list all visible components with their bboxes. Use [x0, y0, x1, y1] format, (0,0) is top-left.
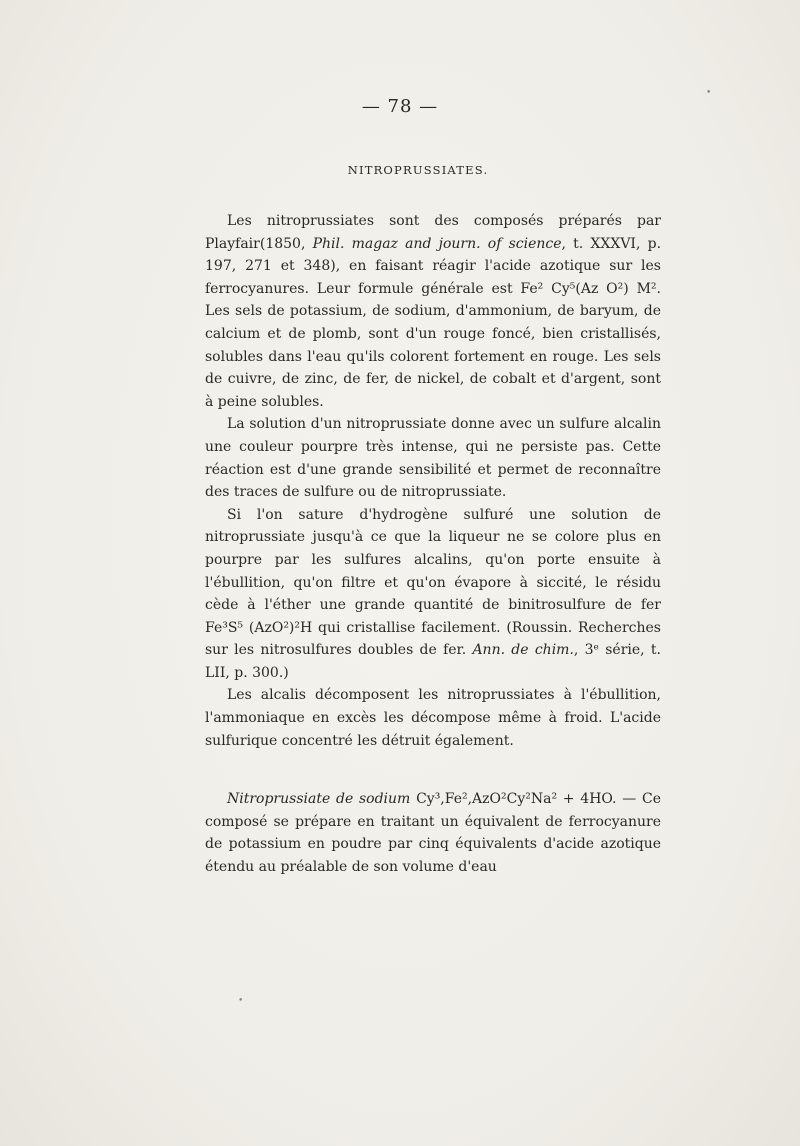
journal-reference: Ann. de chim.: [472, 642, 574, 659]
paragraph-text: , 3ᵉ série, t. LII, p. 300.): [205, 642, 661, 681]
paragraph-text: Les alcalis décomposent les nitroprussiates à l'ébullition, l'ammoniaque en excès les décompose même à froid. L'acide sulfurique concentré les détruit également.: [205, 687, 661, 749]
compound-heading: Nitroprussiate de sodium: [227, 791, 411, 808]
paper-speck: •: [238, 996, 244, 1006]
paragraph-text: Les nitroprussiates sont des composés préparés par Playfair(1850,: [205, 213, 661, 252]
paragraph-text: , t. XXXVI, p. 197, 271 et 348), en faisant réagir l'acide azotique sur les ferrocyanures. Leur formule générale est Fe² Cy⁵(Az O²) M². Les sels de potassium, de sodium, d'ammonium, de baryum, de calcium et de plomb, sont d'un rouge foncé, bien cristallisés, solubles dans l'eau qu'ils colorent fortement en rouge. Les sels de cuivre, de zinc, de fer, de nickel, de cobalt et d'argent, sont à peine solubles.: [205, 235, 662, 410]
paragraph-sodium-nitroprussiate: [205, 788, 661, 878]
section-title: NITROPRUSSIATES.: [347, 163, 489, 177]
paragraph-text: Cy³,Fe²,AzO²Cy²Na² + 4HO. — Ce composé se prépare en traitant un équivalent de ferrocyanure de potassium en poudre par cinq équivalents d'acide azotique étendu au préalable de son volume d'eau: [205, 791, 661, 876]
paragraph-sulfide-reaction: [205, 413, 661, 503]
paragraph-alkali-decomposition: [205, 684, 661, 752]
paper-speck: •: [706, 88, 712, 98]
paragraph-text: Si l'on sature d'hydrogène sulfuré une solution de nitroprussiate jusqu'à ce que la liqueur ne se colore plus en pourpre par les sulfures alcalins, qu'on porte ensuite à l'ébullition, qu'on filtre et qu'on évapore à siccité, le résidu cède à l'éther une grande quantité de binitrosulfure de fer Fe³S⁵ (AzO²)²H qui cristallise facilement. (Roussin. Recherches sur les nitrosulfures doubles de fer.: [205, 506, 661, 659]
paragraph-definition: [205, 210, 661, 413]
body-text: [205, 210, 661, 879]
page-number: — 78 —: [361, 96, 439, 117]
paragraph-text: La solution d'un nitroprussiate donne avec un sulfure alcalin une couleur pourpre très intense, qui ne persiste pas. Cette réaction est d'une grande sensibilité et permet de reconnaître des traces de sulfure ou de nitroprussiate.: [205, 416, 661, 501]
journal-reference: Phil. magaz and journ. of science: [312, 235, 562, 252]
paragraph-hydrogen-sulfide: [205, 504, 661, 685]
